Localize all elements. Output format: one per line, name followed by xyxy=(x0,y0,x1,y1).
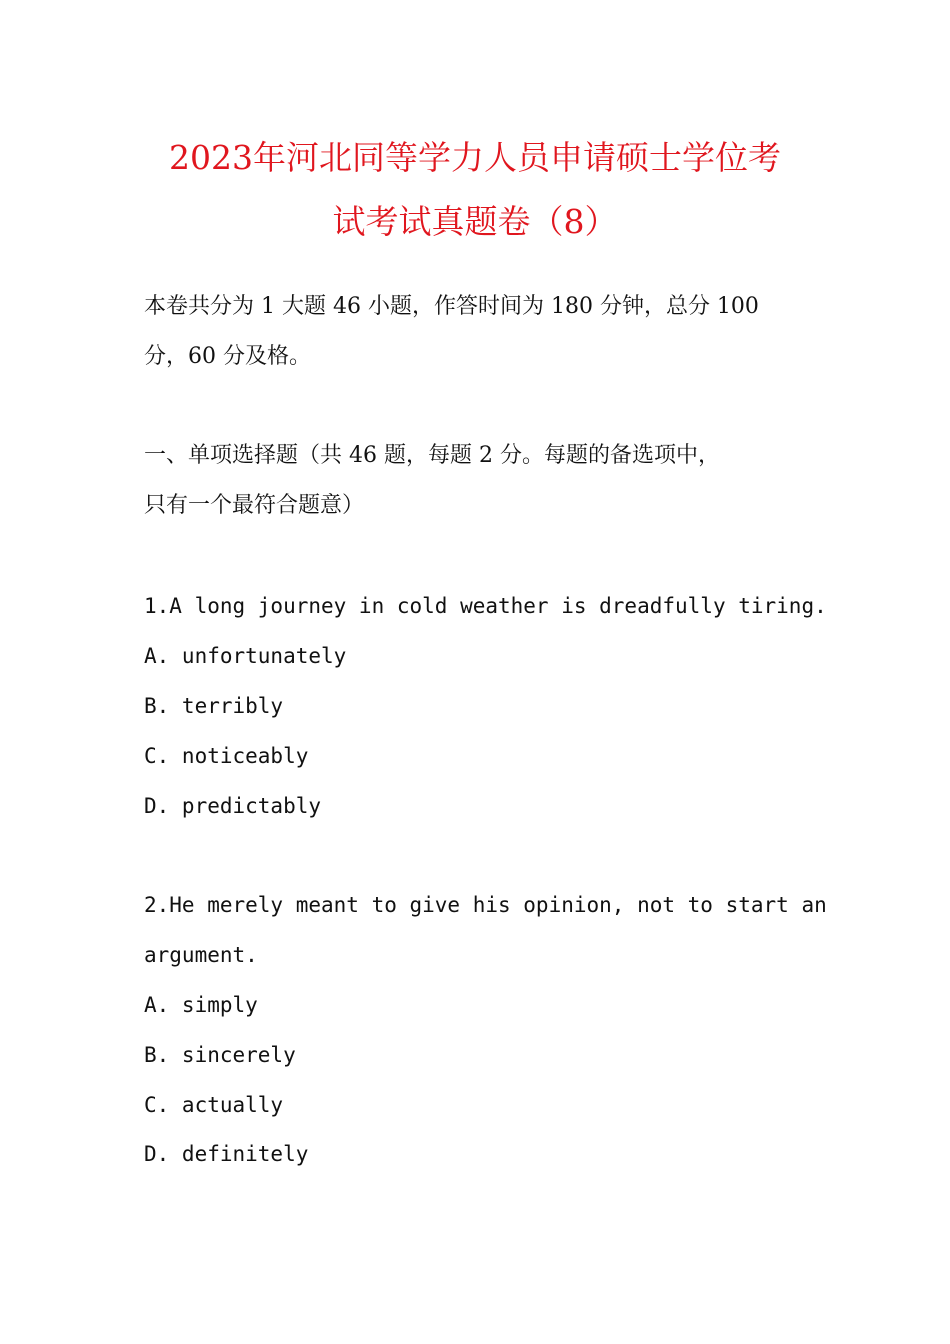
intro-line-2: 分，60 分及格。 xyxy=(144,344,311,369)
question-1-option-a: A. unfortunately xyxy=(144,644,347,668)
question-2-option-c: C. actually xyxy=(144,1093,284,1117)
question-2-stem-line-1: 2.He merely meant to give his opinion, not to start an xyxy=(144,893,827,917)
intro-line-1: 本卷共分为 1 大题 46 小题，作答时间为 180 分钟，总分 100 xyxy=(144,294,759,319)
document-title xyxy=(100,126,850,254)
title-line-1: 2023年河北同等学力人员申请硕士学位考 xyxy=(169,138,781,177)
question-2-option-a: A. simply xyxy=(144,993,258,1017)
question-2-option-d: D. definitely xyxy=(144,1142,309,1166)
question-1-stem: 1.A long journey in cold weather is dreadfully tiring. xyxy=(144,594,827,618)
title-line-2: 试考试真题卷（8） xyxy=(332,202,618,241)
section-heading-line-2: 只有一个最符合题意） xyxy=(144,493,365,518)
question-1-option-d: D. predictably xyxy=(144,794,322,818)
question-2-option-b: B. sincerely xyxy=(144,1043,296,1067)
section-heading-line-1: 一、单项选择题（共 46 题，每题 2 分。每题的备选项中， xyxy=(144,443,720,468)
question-1-option-c: C. noticeably xyxy=(144,744,309,768)
question-2-stem-line-2: argument. xyxy=(144,943,258,967)
question-1-option-b: B. terribly xyxy=(144,694,284,718)
